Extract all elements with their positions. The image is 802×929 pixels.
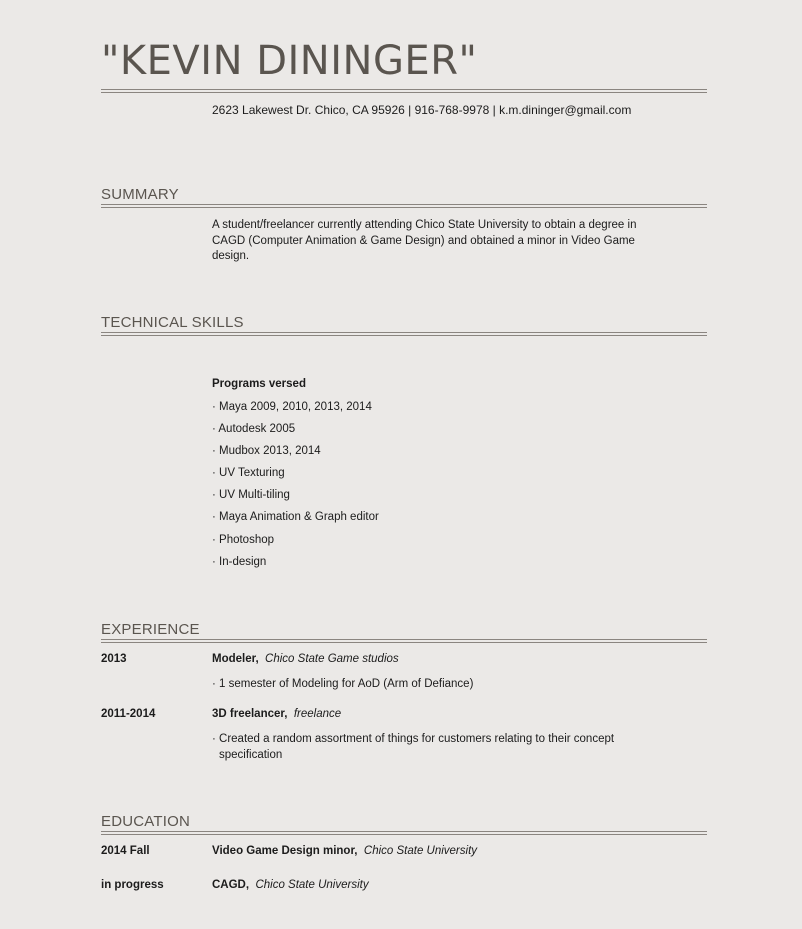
summary-divider [101, 204, 707, 208]
skill-item: · Maya Animation & Graph editor [212, 511, 379, 523]
experience-date: 2013 [101, 653, 127, 665]
education-divider [101, 831, 707, 835]
experience-divider [101, 639, 707, 643]
education-heading: EDUCATION [101, 813, 191, 830]
summary-text: A student/freelancer currently attending Chico State University to obtain a degree in CAGD (Computer Animation & Game Design) and obtained a minor in Video Game design. [212, 219, 637, 262]
summary-heading: SUMMARY [101, 186, 179, 203]
skill-item: · Autodesk 2005 [212, 423, 296, 435]
skills-subheading: Programs versed [212, 378, 306, 390]
experience-detail-line: · Created a random assortment of things for customers relating to their concept [212, 733, 615, 745]
experience-role [212, 653, 399, 665]
role-title: Modeler, [212, 653, 259, 665]
program-school: Chico State University [255, 879, 369, 891]
program-title: CAGD, [212, 879, 250, 891]
contact-line: 2623 Lakewest Dr. Chico, CA 95926 | 916-768-9978 | k.m.dininger@gmail.com [212, 103, 632, 117]
skill-item: · In-design [212, 556, 267, 568]
experience-heading: EXPERIENCE [101, 621, 200, 638]
header-divider [101, 89, 707, 93]
role-org: freelance [293, 708, 342, 720]
experience-detail [212, 732, 662, 763]
skill-item: · UV Multi-tiling [212, 489, 290, 501]
role-title: 3D freelancer, [212, 708, 288, 720]
skill-item: · Mudbox 2013, 2014 [212, 445, 321, 457]
skill-item: · UV Texturing [212, 467, 285, 479]
experience-role [212, 708, 341, 720]
role-org: Chico State Game studios [265, 653, 399, 665]
resume-name: "KEVIN DININGER" [101, 38, 478, 84]
skill-item: · Maya 2009, 2010, 2013, 2014 [212, 401, 372, 413]
skill-item: · Photoshop [212, 534, 275, 546]
education-date: in progress [101, 879, 164, 891]
program-title: Video Game Design minor, [212, 845, 358, 857]
education-program [212, 879, 369, 891]
experience-detail-line: · 1 semester of Modeling for AoD (Arm of Defiance) [212, 678, 474, 690]
experience-detail [212, 677, 662, 693]
program-school: Chico State University [363, 845, 478, 857]
experience-date: 2011-2014 [101, 708, 156, 720]
skills-divider [101, 332, 707, 336]
experience-detail-line: specification [219, 748, 283, 761]
education-date: 2014 Fall [101, 845, 150, 857]
skills-heading: TECHNICAL SKILLS [101, 314, 244, 331]
education-program [212, 845, 477, 857]
